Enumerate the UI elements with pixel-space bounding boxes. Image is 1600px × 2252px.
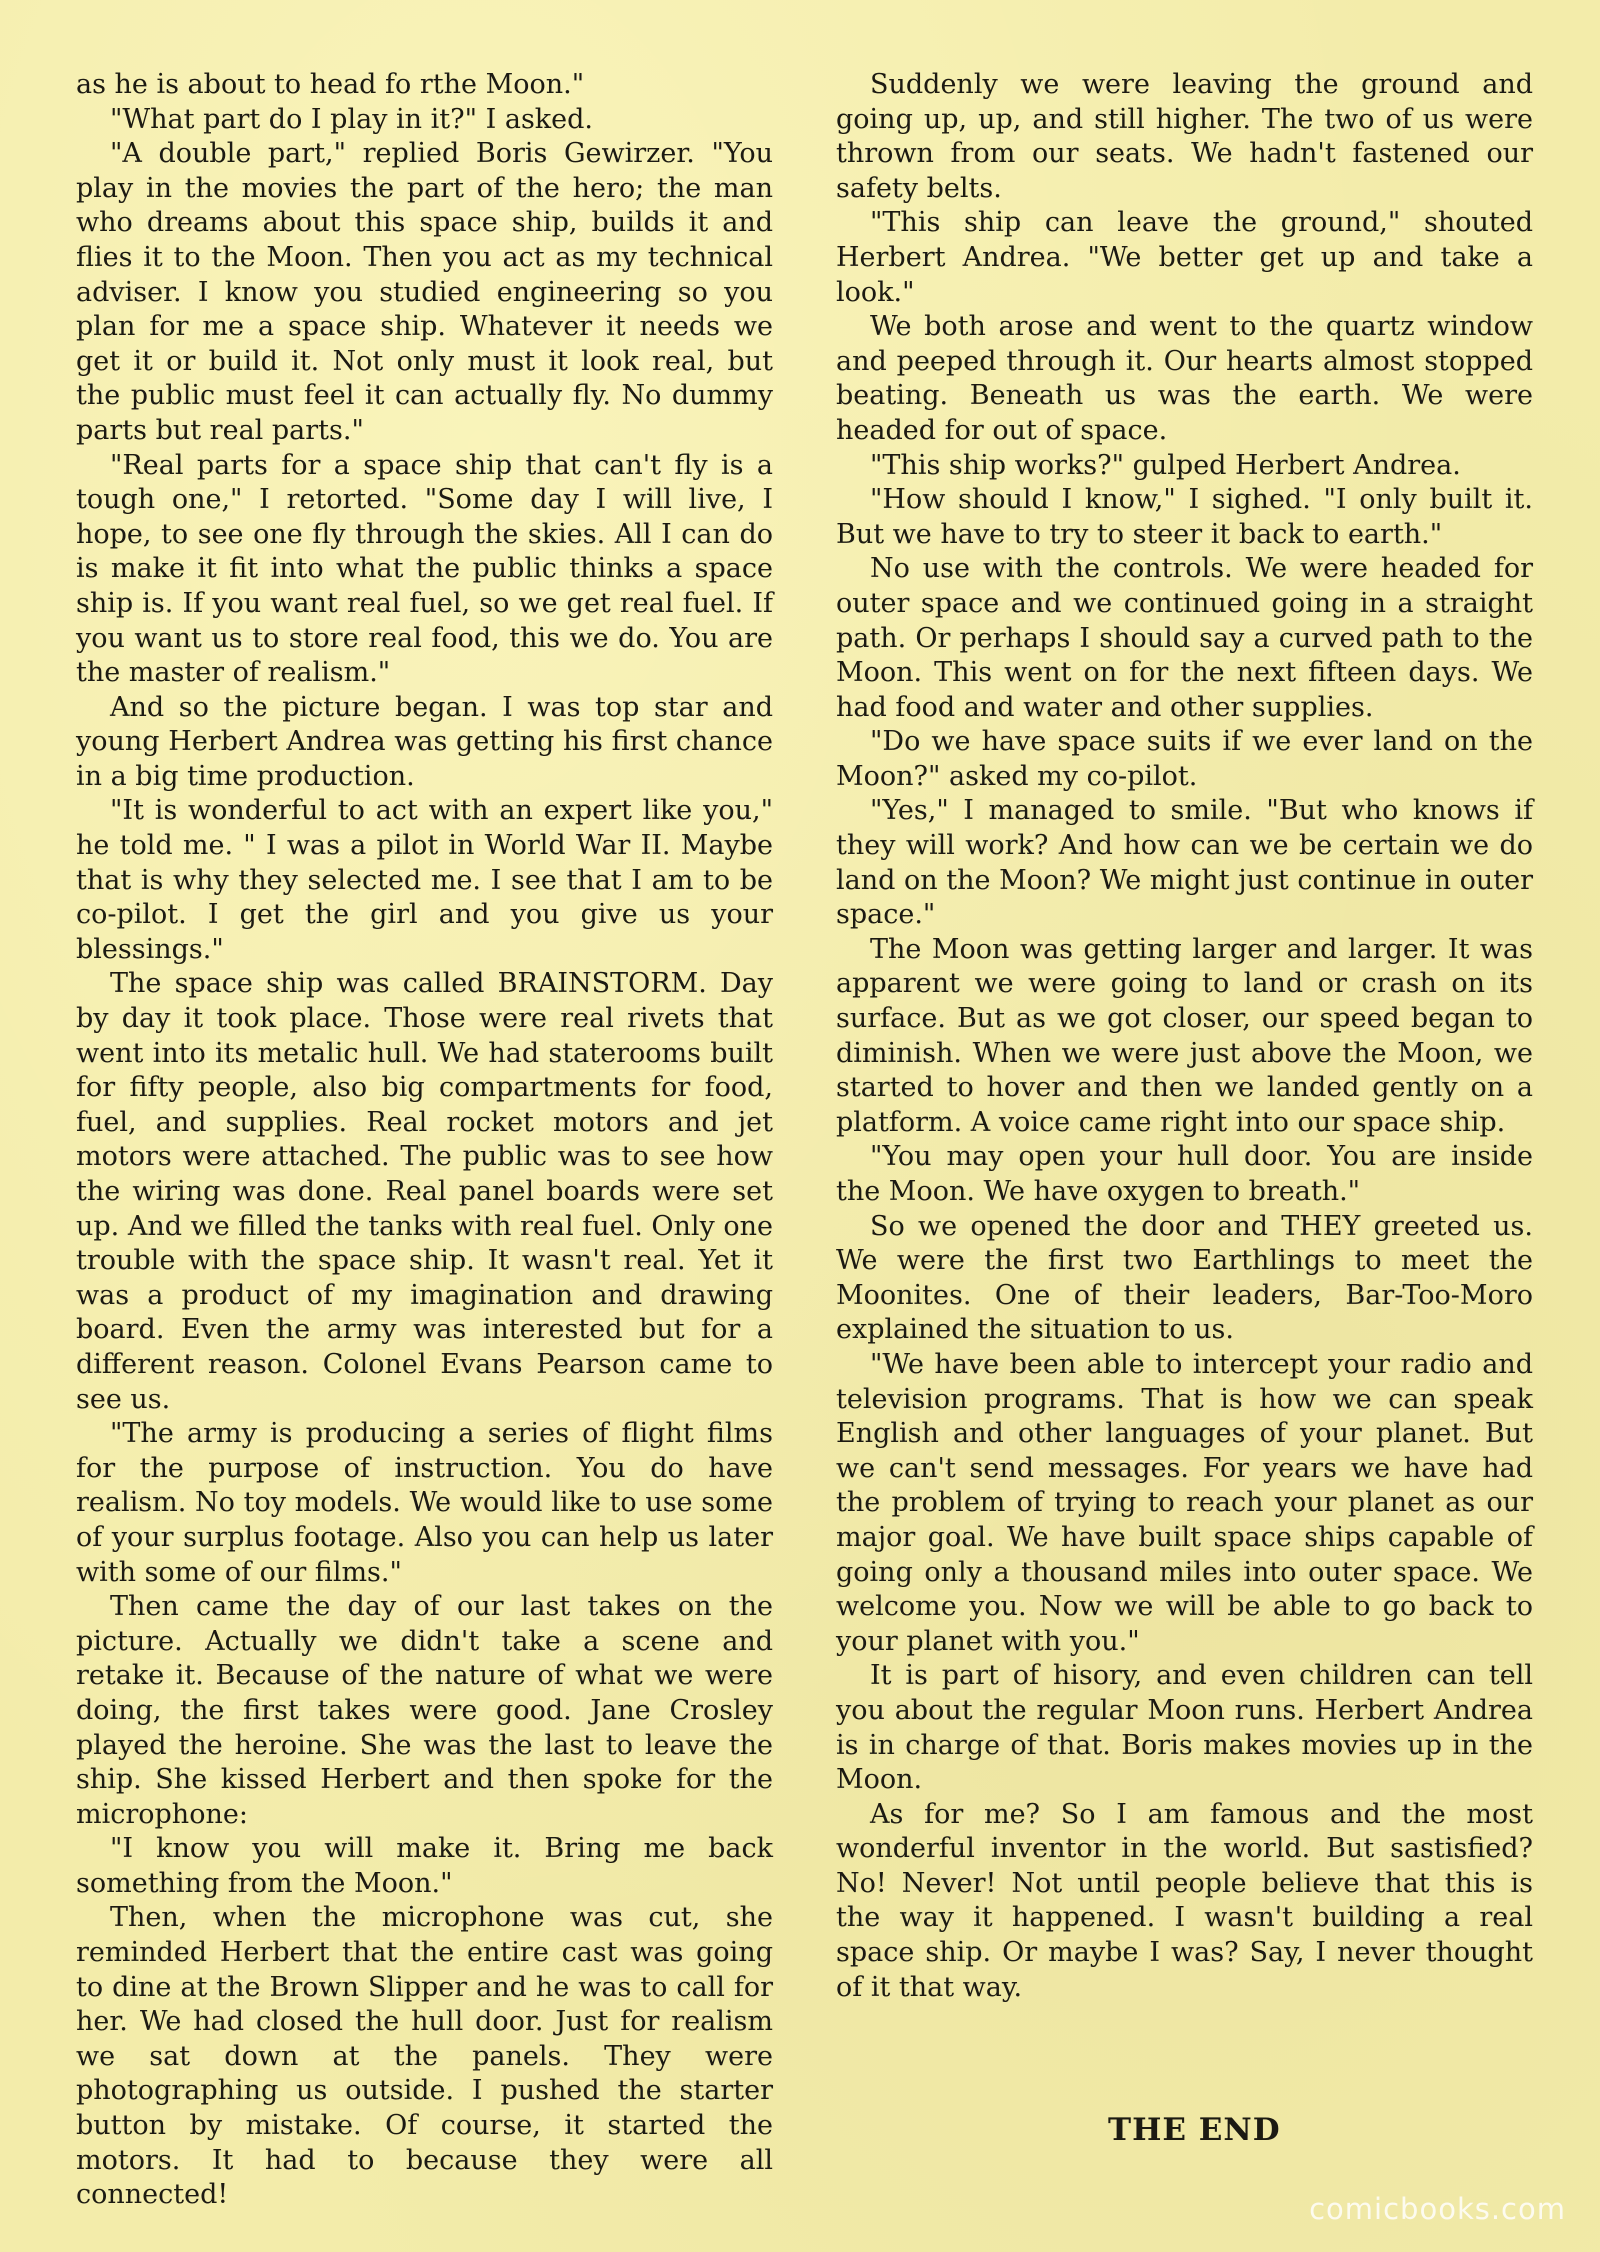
paragraph: As for me? So I am famous and the most wonderful inventor in the world. But sastisfied? No! Never! Not until people believe that this is the way it happened. I wasn't building a real space ship. Or maybe I was? Say, I never thought of it that way.: [836, 1798, 1533, 2003]
paragraph: "Do we have space suits if we ever land on the Moon?" asked my co-pilot.: [836, 726, 1533, 792]
left-text-column: [76, 68, 773, 2213]
paragraph: "You may open your hull door. You are inside the Moon. We have oxygen to breath.": [836, 1141, 1533, 1207]
paragraph: "Real parts for a space ship that can't fly is a tough one," I retorted. "Some day I will live, I hope, to see one fly through the skies. All I can do is make it fit into what the public thinks a space ship is. If you want real fuel, so we get real fuel. If you want us to store real food, this we do. You are the master of realism.": [76, 449, 773, 689]
the-end-label: THE END: [1108, 2112, 1281, 2148]
paragraph: Then came the day of our last takes on the picture. Actually we didn't take a scene and retake it. Because of the nature of what we were doing, the first takes were good. Jane Crosley played the heroine. She was the last to leave the ship. She kissed Herbert and then spoke for the microphone:: [76, 1591, 773, 1830]
paragraph: Then, when the microphone was cut, she reminded Herbert that the entire cast was going to dine at the Brown Slipper and he was to call for her. We had closed the hull door. Just for realism we sat down at the panels. They were photographing us outside. I pushed the starter button by mistake. Of course, it started the motors. It had to because they were all connected!: [76, 1902, 773, 2211]
paragraph: And so the picture began. I was top star and young Herbert Andrea was getting his first chance in a big time production.: [76, 691, 773, 792]
paragraph: No use with the controls. We were headed for outer space and we continued going in a straight path. Or perhaps I should say a curved path to the Moon. This went on for the next fifteen days. We had food and water and other supplies.: [836, 553, 1533, 723]
paragraph: "A double part," replied Boris Gewirzer. "You play in the movies the part of the hero; the man who dreams about this space ship, builds it and flies it to the Moon. Then you act as my technical adviser. I know you studied engineering so you plan for me a space ship. Whatever it needs we get it or build it. Not only must it look real, but the public must feel it can actually fly. No dummy parts but real parts.": [76, 138, 773, 446]
paragraph: as he is about to head fo rthe Moon.": [76, 69, 585, 100]
paragraph: "It is wonderful to act with an expert like you," he told me. " I was a pilot in World War II. Maybe that is why they selected me. I see that I am to be co-pilot. I get the girl and you give us your blessings.": [76, 795, 773, 965]
paragraph: The Moon was getting larger and larger. It was apparent we were going to land or crash on its surface. But as we got closer, our speed began to diminish. When we were just above the Moon, we started to hover and then we landed gently on a platform. A voice came right into our space ship.: [836, 933, 1533, 1138]
right-text-column: [836, 68, 1533, 2005]
paragraph: It is part of hisory, and even children can tell you about the regular Moon runs. Herbert Andrea is in charge of that. Boris makes movies up in the Moon.: [836, 1660, 1533, 1796]
paragraph: So we opened the door and THEY greeted us. We were the first two Earthlings to meet the Moonites. One of their leaders, Bar-Too-Moro explained the situation to us.: [836, 1210, 1533, 1346]
paragraph: "This ship works?" gulped Herbert Andrea.: [870, 449, 1461, 481]
paragraph: The space ship was called BRAINSTORM. Day by day it took place. Those were real rivets that went into its metalic hull. We had staterooms built for fifty people, also big compartments for food, fuel, and supplies. Real rocket motors and jet motors were attached. The public was to see how the wiring was done. Real panel boards were set up. And we filled the tanks with real fuel. Only one trouble with the space ship. It wasn't real. Yet it was a product of my imagination and drawing board. Even the army was interested but for a different reason. Colonel Evans Pearson came to see us.: [76, 968, 773, 1415]
paragraph: "I know you will make it. Bring me back something from the Moon.": [76, 1833, 773, 1899]
paragraph: "We have been able to intercept your radio and television programs. That is how we can speak English and other languages of your planet. But we can't send messages. For years we have had the problem of trying to reach your planet as our major goal. We have built space ships capable of going only a thousand miles into outer space. We welcome you. Now we will be able to go back to your planet with you.": [836, 1348, 1533, 1657]
paragraph: Suddenly we were leaving the ground and going up, up, and still higher. The two of us were thrown from our seats. We hadn't fastened our safety belts.: [836, 69, 1533, 204]
paragraph: "The army is producing a series of flight films for the purpose of instruction. You do have realism. No toy models. We would like to use some of your surplus footage. Also you can help us later with some of our films.": [76, 1418, 773, 1588]
paragraph: "How should I know," I sighed. "I only built it. But we have to try to steer it back to earth.": [836, 484, 1533, 550]
paragraph: "This ship can leave the ground," shouted Herbert Andrea. "We better get up and take a look.": [836, 207, 1533, 308]
paragraph: "What part do I play in it?" I asked.: [110, 103, 594, 135]
paragraph: We both arose and went to the quartz window and peeped through it. Our hearts almost stopped beating. Beneath us was the earth. We were headed for out of space.: [836, 311, 1533, 446]
watermark: comicbooks.com: [1309, 2192, 1566, 2226]
paragraph: "Yes," I managed to smile. "But who knows if they will work? And how can we be certain we do land on the Moon? We might just continue in outer space.": [836, 795, 1533, 931]
